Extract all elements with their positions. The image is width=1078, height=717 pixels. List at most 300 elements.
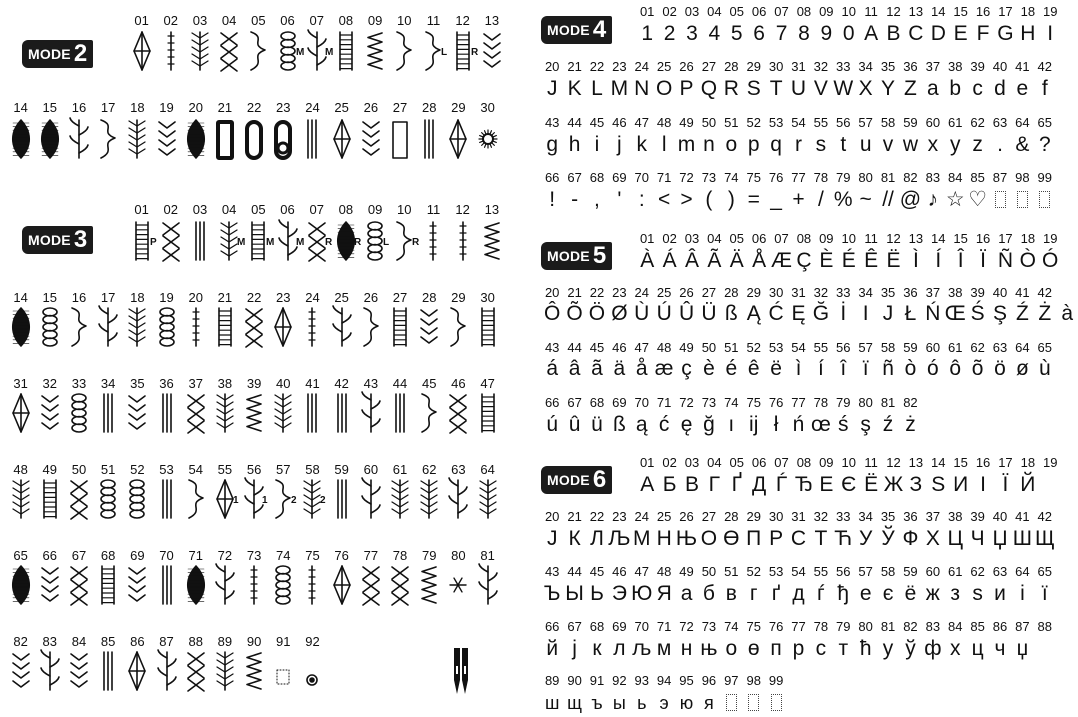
character-glyph[interactable]: W xyxy=(833,77,854,100)
character-glyph[interactable]: 9 xyxy=(820,22,833,45)
character-glyph[interactable]: Щ xyxy=(1034,527,1055,550)
character-glyph[interactable]: ѓ xyxy=(817,582,825,605)
stitch-pattern[interactable] xyxy=(385,118,414,162)
character-glyph[interactable]: ö xyxy=(994,357,1006,380)
character-glyph[interactable]: Э xyxy=(611,582,627,605)
stitch-pattern[interactable] xyxy=(181,392,210,436)
stitch-pattern[interactable] xyxy=(473,478,502,522)
stitch-pattern[interactable] xyxy=(244,220,273,264)
stitch-pattern[interactable] xyxy=(64,564,93,608)
character-glyph[interactable]: Ъ xyxy=(543,582,561,605)
character-glyph[interactable]: Y xyxy=(881,77,896,100)
character-glyph[interactable]: а xyxy=(680,582,693,605)
character-glyph[interactable]: ø xyxy=(1015,357,1029,380)
character-glyph[interactable]: ó xyxy=(926,357,939,380)
character-glyph[interactable]: Ù xyxy=(634,302,650,325)
character-glyph[interactable]: ą xyxy=(635,413,648,436)
stitch-pattern[interactable] xyxy=(361,30,390,74)
character-glyph[interactable]: Ż xyxy=(1038,302,1052,325)
character-glyph[interactable]: É xyxy=(841,249,856,272)
character-glyph[interactable]: Õ xyxy=(566,302,583,325)
stitch-pattern[interactable] xyxy=(94,650,123,694)
stitch-pattern[interactable] xyxy=(64,478,93,522)
character-glyph[interactable]: Ч xyxy=(970,527,985,550)
character-glyph[interactable]: ш xyxy=(544,693,560,713)
stitch-pattern[interactable] xyxy=(327,392,356,436)
character-glyph[interactable]: 4 xyxy=(708,22,721,45)
stitch-pattern[interactable] xyxy=(35,478,64,522)
stitch-pattern[interactable] xyxy=(240,306,269,350)
character-glyph[interactable]: ô xyxy=(949,357,962,380)
stitch-pattern[interactable] xyxy=(385,564,414,608)
stitch-pattern[interactable] xyxy=(123,478,152,522)
stitch-pattern[interactable] xyxy=(444,306,473,350)
character-glyph[interactable]: A xyxy=(864,22,879,45)
stitch-pattern[interactable] xyxy=(64,118,93,162)
character-glyph[interactable]: 6 xyxy=(753,22,765,45)
character-glyph[interactable]: - xyxy=(571,188,579,211)
character-glyph[interactable]: Á xyxy=(662,249,677,272)
character-glyph[interactable]: j xyxy=(617,133,622,156)
stitch-pattern[interactable] xyxy=(210,392,239,436)
character-glyph[interactable]: ў xyxy=(905,637,916,660)
stitch-pattern[interactable] xyxy=(64,650,93,694)
character-glyph[interactable] xyxy=(989,188,1011,214)
character-glyph[interactable]: К xyxy=(568,527,581,550)
stitch-pattern[interactable] xyxy=(298,650,327,694)
character-glyph[interactable]: ı xyxy=(728,413,735,436)
character-glyph[interactable]: д xyxy=(792,582,805,605)
character-glyph[interactable]: ij xyxy=(749,413,759,436)
character-glyph[interactable]: Ё xyxy=(864,473,879,496)
character-glyph[interactable]: Љ xyxy=(608,527,631,550)
stitch-pattern[interactable] xyxy=(152,564,181,608)
stitch-pattern[interactable] xyxy=(444,392,473,436)
stitch-pattern[interactable] xyxy=(156,30,185,74)
character-glyph[interactable]: Â xyxy=(684,249,699,272)
character-glyph[interactable]: ń xyxy=(792,413,805,436)
character-glyph[interactable]: У xyxy=(858,527,873,550)
character-glyph[interactable]: Г xyxy=(708,473,721,496)
character-glyph[interactable]: o xyxy=(725,133,738,156)
character-glyph[interactable]: ù xyxy=(1038,357,1051,380)
character-glyph[interactable]: U xyxy=(790,77,807,100)
character-glyph[interactable]: С xyxy=(790,527,807,550)
character-glyph[interactable]: Ô xyxy=(544,302,561,325)
character-glyph[interactable]: ь xyxy=(637,693,647,713)
character-glyph[interactable]: Н xyxy=(656,527,672,550)
character-glyph[interactable]: // xyxy=(882,188,894,211)
character-glyph[interactable]: ã xyxy=(591,357,603,380)
character-glyph[interactable]: ß xyxy=(724,302,738,325)
character-glyph[interactable]: ì xyxy=(795,357,802,380)
stitch-pattern[interactable] xyxy=(123,650,152,694)
character-glyph[interactable]: ? xyxy=(1038,133,1051,156)
character-glyph[interactable]: v xyxy=(882,133,894,156)
character-glyph[interactable]: l xyxy=(661,133,667,156)
character-glyph[interactable]: X xyxy=(858,77,873,100)
stitch-pattern[interactable] xyxy=(123,392,152,436)
character-glyph[interactable]: ę xyxy=(680,413,693,436)
stitch-pattern[interactable] xyxy=(269,478,298,522)
character-glyph[interactable]: ë xyxy=(770,357,782,380)
character-glyph[interactable]: t xyxy=(840,133,847,156)
character-glyph[interactable]: А xyxy=(640,473,655,496)
stitch-pattern[interactable] xyxy=(152,118,181,162)
character-glyph[interactable]: Њ xyxy=(675,527,698,550)
stitch-pattern[interactable] xyxy=(94,118,123,162)
character-glyph[interactable]: R xyxy=(723,77,739,100)
stitch-pattern[interactable] xyxy=(6,564,35,608)
stitch-pattern[interactable] xyxy=(215,220,244,264)
character-glyph[interactable]: a xyxy=(926,77,939,100)
character-glyph[interactable]: Ê xyxy=(864,249,879,272)
stitch-pattern[interactable] xyxy=(240,118,269,162)
stitch-pattern[interactable] xyxy=(210,564,239,608)
character-glyph[interactable]: ө xyxy=(747,637,760,660)
stitch-pattern[interactable] xyxy=(185,220,214,264)
character-glyph[interactable]: Е xyxy=(819,473,834,496)
character-glyph[interactable]: æ xyxy=(654,357,674,380)
character-glyph[interactable]: ( xyxy=(705,188,713,211)
stitch-pattern[interactable] xyxy=(473,392,502,436)
stitch-pattern[interactable] xyxy=(327,564,356,608)
character-glyph[interactable]: E xyxy=(953,22,968,45)
character-glyph[interactable]: _ xyxy=(770,188,782,211)
character-glyph[interactable]: ю xyxy=(679,693,694,713)
character-glyph[interactable]: k xyxy=(636,133,647,156)
character-glyph[interactable]: ! xyxy=(549,188,556,211)
character-glyph[interactable]: g xyxy=(546,133,559,156)
character-glyph[interactable]: ï xyxy=(862,357,869,380)
character-glyph[interactable] xyxy=(1034,637,1056,661)
character-glyph[interactable]: Л xyxy=(590,527,604,550)
character-glyph[interactable]: Т xyxy=(814,527,828,550)
character-glyph[interactable]: d xyxy=(994,77,1006,100)
stitch-pattern[interactable] xyxy=(210,478,239,522)
character-glyph[interactable]: ß xyxy=(612,413,626,436)
character-glyph[interactable]: у xyxy=(882,637,894,660)
character-glyph[interactable]: L xyxy=(591,77,603,100)
character-glyph[interactable]: Ћ xyxy=(834,527,853,550)
character-glyph[interactable] xyxy=(1034,188,1056,214)
character-glyph[interactable]: Ї xyxy=(1002,473,1009,496)
stitch-pattern[interactable] xyxy=(127,30,156,74)
stitch-pattern[interactable] xyxy=(210,118,239,162)
character-glyph[interactable]: ñ xyxy=(882,357,894,380)
stitch-pattern[interactable] xyxy=(269,650,298,694)
character-glyph[interactable]: ј xyxy=(572,637,577,660)
character-glyph[interactable]: Ğ xyxy=(812,302,830,325)
character-glyph[interactable]: ё xyxy=(904,582,917,605)
character-glyph[interactable]: ♪ xyxy=(927,188,939,211)
stitch-pattern[interactable] xyxy=(298,564,327,608)
stitch-pattern[interactable] xyxy=(35,564,64,608)
character-glyph[interactable]: ) xyxy=(727,188,735,211)
character-glyph[interactable]: Я xyxy=(656,582,672,605)
character-glyph[interactable]: â xyxy=(568,357,581,380)
stitch-pattern[interactable] xyxy=(356,478,385,522)
character-glyph[interactable]: Ą xyxy=(746,302,761,325)
character-glyph[interactable] xyxy=(743,691,765,717)
stitch-pattern[interactable] xyxy=(444,478,473,522)
stitch-pattern[interactable] xyxy=(448,30,477,74)
character-glyph[interactable]: ü xyxy=(591,413,603,436)
character-glyph[interactable]: Ц xyxy=(947,527,963,550)
character-glyph[interactable]: q xyxy=(770,133,782,156)
stitch-pattern[interactable] xyxy=(240,392,269,436)
character-glyph[interactable]: Æ xyxy=(771,249,793,272)
character-glyph[interactable]: І xyxy=(980,473,986,496)
stitch-pattern[interactable] xyxy=(327,478,356,522)
character-glyph[interactable]: О xyxy=(700,527,718,550)
character-glyph[interactable]: F xyxy=(976,22,990,45)
character-glyph[interactable]: é xyxy=(725,357,738,380)
character-glyph[interactable]: È xyxy=(819,249,834,272)
stitch-pattern[interactable] xyxy=(240,650,269,694)
character-glyph[interactable]: Џ xyxy=(992,527,1008,550)
character-glyph[interactable]: Í xyxy=(935,249,942,272)
character-glyph[interactable]: 0 xyxy=(842,22,855,45)
stitch-pattern[interactable] xyxy=(210,650,239,694)
stitch-pattern[interactable] xyxy=(415,392,444,436)
character-glyph[interactable]: Х xyxy=(925,527,940,550)
character-glyph[interactable]: љ xyxy=(632,637,652,660)
character-glyph[interactable]: í xyxy=(817,357,824,380)
stitch-pattern[interactable] xyxy=(473,564,502,608)
stitch-pattern[interactable] xyxy=(269,118,298,162)
character-glyph[interactable]: ☆ xyxy=(945,188,965,211)
character-glyph[interactable]: Ł xyxy=(904,302,917,325)
character-glyph[interactable]: à xyxy=(1061,302,1074,325)
stitch-pattern[interactable] xyxy=(215,30,244,74)
character-glyph[interactable]: ú xyxy=(546,413,559,436)
character-glyph[interactable]: è xyxy=(703,357,715,380)
character-glyph[interactable] xyxy=(720,691,742,717)
character-glyph[interactable]: е xyxy=(859,582,872,605)
character-glyph[interactable]: Ј xyxy=(546,527,558,550)
stitch-pattern[interactable] xyxy=(415,478,444,522)
character-glyph[interactable]: Ü xyxy=(701,302,717,325)
character-glyph[interactable]: + xyxy=(792,188,805,211)
character-glyph[interactable]: á xyxy=(546,357,559,380)
character-glyph[interactable]: э xyxy=(659,693,669,713)
character-glyph[interactable] xyxy=(765,691,787,717)
stitch-pattern[interactable] xyxy=(240,478,269,522)
character-glyph[interactable]: ф xyxy=(924,637,942,660)
character-glyph[interactable]: = xyxy=(747,188,760,211)
character-glyph[interactable]: Ў xyxy=(881,527,895,550)
character-glyph[interactable]: Ć xyxy=(768,302,784,325)
stitch-pattern[interactable] xyxy=(385,392,414,436)
stitch-pattern[interactable] xyxy=(390,30,419,74)
stitch-pattern[interactable] xyxy=(35,118,64,162)
character-glyph[interactable]: O xyxy=(655,77,673,100)
stitch-pattern[interactable] xyxy=(419,220,448,264)
stitch-pattern[interactable] xyxy=(302,220,331,264)
character-glyph[interactable]: õ xyxy=(971,357,984,380)
character-glyph[interactable]: о xyxy=(725,637,738,660)
stitch-pattern[interactable] xyxy=(64,392,93,436)
stitch-pattern[interactable] xyxy=(181,650,210,694)
character-glyph[interactable]: P xyxy=(679,77,694,100)
character-glyph[interactable]: ş xyxy=(860,413,871,436)
character-glyph[interactable]: Ź xyxy=(1015,302,1029,325)
character-glyph[interactable]: Ф xyxy=(902,527,919,550)
stitch-pattern[interactable] xyxy=(444,564,473,608)
character-glyph[interactable]: Ï xyxy=(980,249,986,272)
stitch-pattern[interactable] xyxy=(444,118,473,162)
character-glyph[interactable]: Ś xyxy=(970,302,985,325)
character-glyph[interactable]: C xyxy=(908,22,924,45)
character-glyph[interactable]: u xyxy=(859,133,872,156)
character-glyph[interactable]: K xyxy=(567,77,582,100)
character-glyph[interactable]: Ѕ xyxy=(931,473,946,496)
stitch-pattern[interactable] xyxy=(269,564,298,608)
character-glyph[interactable]: Ç xyxy=(796,249,812,272)
character-glyph[interactable]: ś xyxy=(838,413,849,436)
character-glyph[interactable]: Ы xyxy=(565,582,584,605)
character-glyph[interactable]: Ú xyxy=(656,302,672,325)
stitch-pattern[interactable] xyxy=(273,30,302,74)
character-glyph[interactable]: . xyxy=(997,133,1003,156)
stitch-pattern[interactable] xyxy=(415,118,444,162)
character-glyph[interactable]: Ń xyxy=(925,302,941,325)
character-glyph[interactable]: п xyxy=(770,637,782,660)
character-glyph[interactable]: ğ xyxy=(703,413,715,436)
stitch-pattern[interactable] xyxy=(356,118,385,162)
character-glyph[interactable]: , xyxy=(594,188,600,211)
character-glyph[interactable]: ч xyxy=(994,637,1006,660)
character-glyph[interactable]: з xyxy=(950,582,961,605)
character-glyph[interactable]: h xyxy=(568,133,581,156)
stitch-pattern[interactable] xyxy=(331,30,360,74)
stitch-pattern[interactable] xyxy=(64,306,93,350)
stitch-pattern[interactable] xyxy=(327,306,356,350)
character-glyph[interactable]: Ş xyxy=(993,302,1008,325)
character-glyph[interactable]: є xyxy=(882,582,894,605)
character-glyph[interactable]: ~ xyxy=(859,188,872,211)
character-glyph[interactable]: Ґ xyxy=(731,473,742,496)
character-glyph[interactable]: Б xyxy=(662,473,677,496)
stitch-pattern[interactable] xyxy=(298,306,327,350)
character-glyph[interactable]: Ш xyxy=(1012,527,1033,550)
character-glyph[interactable]: S xyxy=(746,77,761,100)
character-glyph[interactable]: ł xyxy=(773,413,779,436)
character-glyph[interactable]: 2 xyxy=(663,22,676,45)
character-glyph[interactable]: Ä xyxy=(729,249,744,272)
character-glyph[interactable]: к xyxy=(592,637,602,660)
stitch-pattern[interactable] xyxy=(210,306,239,350)
stitch-pattern[interactable] xyxy=(331,220,360,264)
stitch-pattern[interactable] xyxy=(298,118,327,162)
character-glyph[interactable]: Ò xyxy=(1019,249,1036,272)
character-glyph[interactable]: И xyxy=(953,473,969,496)
stitch-pattern[interactable] xyxy=(6,392,35,436)
stitch-pattern[interactable] xyxy=(181,478,210,522)
stitch-pattern[interactable] xyxy=(185,30,214,74)
stitch-pattern[interactable] xyxy=(385,306,414,350)
stitch-pattern[interactable] xyxy=(273,220,302,264)
character-glyph[interactable]: Q xyxy=(700,77,718,100)
character-glyph[interactable]: я xyxy=(704,693,714,713)
character-glyph[interactable]: л xyxy=(613,637,626,660)
stitch-pattern[interactable] xyxy=(327,118,356,162)
character-glyph[interactable]: ж xyxy=(925,582,940,605)
character-glyph[interactable]: Ø xyxy=(611,302,628,325)
character-glyph[interactable]: ♡ xyxy=(968,188,988,211)
stitch-pattern[interactable] xyxy=(94,306,123,350)
stitch-pattern[interactable] xyxy=(240,564,269,608)
character-glyph[interactable]: c xyxy=(972,77,983,100)
character-glyph[interactable]: m xyxy=(677,133,696,156)
character-glyph[interactable]: ѕ xyxy=(972,582,983,605)
character-glyph[interactable]: Ì xyxy=(912,249,919,272)
character-glyph[interactable]: s xyxy=(815,133,827,156)
stitch-pattern[interactable] xyxy=(181,118,210,162)
character-glyph[interactable]: İ xyxy=(840,302,847,325)
character-glyph[interactable]: M xyxy=(610,77,629,100)
character-glyph[interactable]: 3 xyxy=(686,22,698,45)
character-glyph[interactable]: J xyxy=(546,77,558,100)
stitch-pattern[interactable] xyxy=(152,478,181,522)
stitch-pattern[interactable] xyxy=(269,306,298,350)
stitch-pattern[interactable] xyxy=(152,650,181,694)
stitch-pattern[interactable] xyxy=(181,564,210,608)
character-glyph[interactable]: n xyxy=(703,133,715,156)
character-glyph[interactable]: х xyxy=(949,637,961,660)
character-glyph[interactable]: м xyxy=(656,637,672,660)
stitch-pattern[interactable] xyxy=(473,306,502,350)
stitch-pattern[interactable] xyxy=(361,220,390,264)
stitch-pattern[interactable] xyxy=(123,118,152,162)
character-glyph[interactable]: N xyxy=(634,77,650,100)
character-glyph[interactable]: B xyxy=(886,22,901,45)
character-glyph[interactable]: Й xyxy=(1020,473,1036,496)
stitch-pattern[interactable] xyxy=(123,564,152,608)
character-glyph[interactable]: р xyxy=(792,637,805,660)
stitch-pattern[interactable] xyxy=(35,392,64,436)
stitch-pattern[interactable] xyxy=(6,118,35,162)
stitch-pattern[interactable] xyxy=(269,392,298,436)
character-glyph[interactable]: Ь xyxy=(590,582,604,605)
character-glyph[interactable]: D xyxy=(930,22,946,45)
character-glyph[interactable]: Ө xyxy=(723,527,740,550)
stitch-pattern[interactable] xyxy=(477,220,506,264)
stitch-pattern[interactable] xyxy=(94,478,123,522)
character-glyph[interactable]: H xyxy=(1020,22,1036,45)
stitch-pattern[interactable] xyxy=(473,118,502,162)
stitch-pattern[interactable] xyxy=(477,30,506,74)
character-glyph[interactable]: џ xyxy=(1016,637,1029,660)
stitch-pattern[interactable] xyxy=(356,392,385,436)
character-glyph[interactable]: e xyxy=(1016,77,1029,100)
character-glyph[interactable]: ç xyxy=(681,357,692,380)
stitch-pattern[interactable] xyxy=(152,306,181,350)
character-glyph[interactable]: б xyxy=(702,582,715,605)
character-glyph[interactable]: ò xyxy=(904,357,917,380)
character-glyph[interactable]: Î xyxy=(957,249,964,272)
stitch-pattern[interactable] xyxy=(244,30,273,74)
character-glyph[interactable]: 1 xyxy=(641,22,654,45)
character-glyph[interactable]: ц xyxy=(971,637,984,660)
character-glyph[interactable]: œ xyxy=(810,413,831,436)
character-glyph[interactable]: V xyxy=(813,77,828,100)
character-glyph[interactable]: y xyxy=(949,133,961,156)
character-glyph[interactable]: Ö xyxy=(588,302,606,325)
character-glyph[interactable]: & xyxy=(1015,133,1030,156)
character-glyph[interactable]: ъ xyxy=(591,693,603,713)
